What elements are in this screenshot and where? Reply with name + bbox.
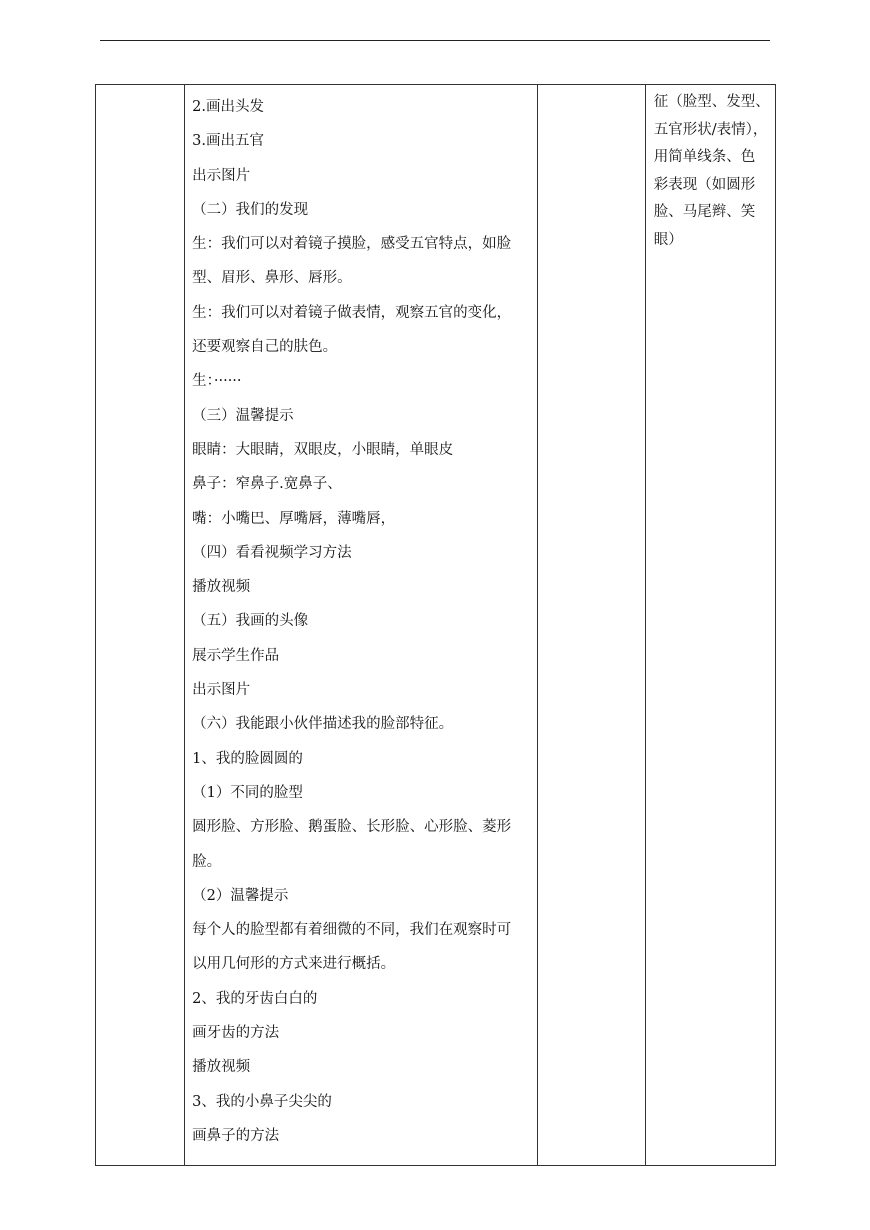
student-activity-cell	[537, 85, 645, 1166]
lesson-step-line: 眼睛：大眼睛，双眼皮，小眼睛，单眼皮	[192, 441, 454, 458]
lesson-step-line: 展示学生作品	[192, 647, 280, 664]
lesson-step-line: 还要观察自己的肤色。	[192, 339, 338, 356]
lesson-step-line: 1、我的脸圆圆的	[192, 750, 303, 767]
header-rule	[100, 40, 770, 41]
phase-cell	[96, 85, 185, 1166]
lesson-step-line: 画鼻子的方法	[192, 1127, 280, 1144]
lesson-step-line: 播放视频	[192, 579, 251, 596]
lesson-step-line: 脸。	[192, 853, 222, 870]
lesson-step-line: （二）我们的发现	[192, 201, 309, 218]
lesson-step-line: （六）我能跟小伙伴描述我的脸部特征。	[192, 716, 454, 733]
table-row	[96, 85, 776, 1166]
lesson-step-line: 生：我们可以对着镜子摸脸，感受五官特点，如脸	[192, 236, 512, 253]
lesson-step-line: 生：我们可以对着镜子做表情，观察五官的变化，	[192, 304, 512, 321]
lesson-plan-table	[95, 84, 776, 1166]
assessment-note-line: 脸、马尾辫、笑	[653, 204, 756, 221]
assessment-note-line: 用简单线条、色	[653, 149, 756, 166]
teaching-steps-list	[185, 85, 537, 1153]
lesson-step-line: 出示图片	[192, 682, 251, 699]
lesson-step-line: 2.画出头发	[192, 99, 264, 115]
teaching-process-cell	[185, 85, 538, 1166]
lesson-step-line: （2）温馨提示	[192, 887, 289, 904]
assessment-note-line: 五官形状/表情），	[653, 121, 768, 138]
assessment-notes-list	[646, 85, 775, 255]
lesson-step-line: 出示图片	[192, 167, 251, 184]
lesson-step-line: （五）我画的头像	[192, 613, 309, 630]
assessment-note-line: 彩表现（如圆形	[653, 176, 756, 193]
lesson-step-line: 嘴：小嘴巴、厚嘴唇，薄嘴唇，	[192, 510, 396, 527]
lesson-step-line: 画牙齿的方法	[192, 1025, 280, 1042]
lesson-step-line: 播放视频	[192, 1059, 251, 1076]
lesson-step-line: 生：······	[192, 373, 242, 390]
lesson-step-line: 3、我的小鼻子尖尖的	[192, 1093, 332, 1110]
lesson-step-line: 型、眉形、鼻形、唇形。	[192, 270, 352, 287]
lesson-step-line: 以用几何形的方式来进行概括。	[192, 956, 396, 973]
lesson-step-line: （三）温馨提示	[192, 407, 294, 424]
assessment-note-line: 眼）	[653, 231, 683, 248]
lesson-step-line: 圆形脸、方形脸、鹅蛋脸、长形脸、心形脸、菱形	[192, 819, 512, 836]
lesson-step-line: （四）看看视频学习方法	[192, 544, 352, 561]
lesson-step-line: 鼻子：窄鼻子.宽鼻子、	[192, 476, 342, 493]
lesson-step-line: 每个人的脸型都有着细微的不同，我们在观察时可	[192, 922, 512, 939]
lesson-step-line: 3.画出五官	[192, 133, 264, 150]
lesson-step-line: 2、我的牙齿白白的	[192, 990, 318, 1007]
assessment-cell	[645, 85, 775, 1166]
assessment-note-line: 征（脸型、发型、	[653, 94, 770, 110]
lesson-step-line: （1）不同的脸型	[192, 784, 303, 801]
